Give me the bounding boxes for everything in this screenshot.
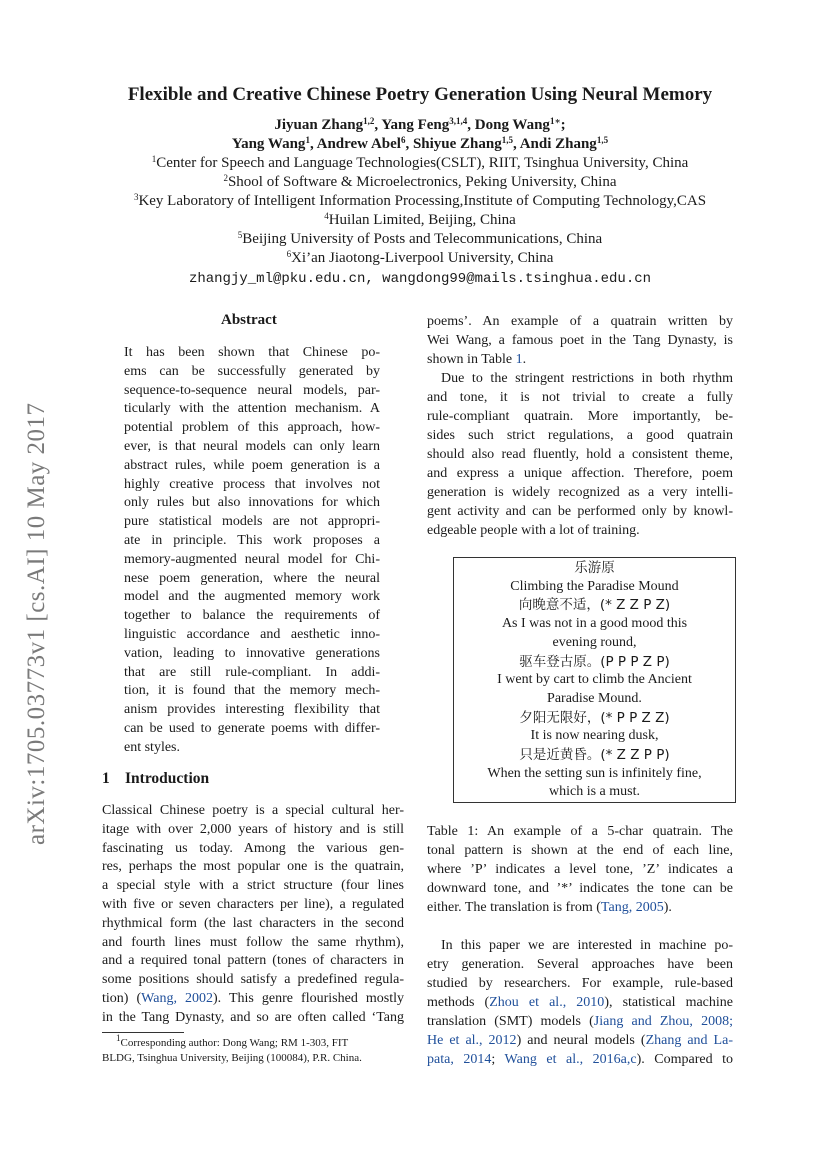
body-line: sides such strict regulations, a good quatrain — [427, 428, 733, 443]
text-span: ). This genre flourished mostly — [213, 991, 404, 1006]
footnote-line — [116, 1033, 349, 1051]
author-sup: 3,1,4 — [449, 116, 468, 126]
poem-translation-line: evening round, — [552, 634, 637, 650]
affiliation — [60, 230, 780, 249]
abstract-line: ate in principle. This work proposes a — [124, 533, 380, 548]
abstract-line: linguistic accordance and aesthetic inno- — [124, 627, 380, 642]
abstract-line: model and the augmented memory work — [124, 589, 380, 605]
text-span: translation (SMT) models ( — [427, 1014, 594, 1029]
affiliation-text: Center for Speech and Language Technologies(CSLT), RIIT, Tsinghua University, China — [156, 155, 689, 171]
intro-line: a special style with a strict structure (four lines — [102, 878, 404, 894]
body-line: edgeable people with a lot of training. — [427, 523, 640, 538]
body-line: gent activity and can be performed only by knowl- — [427, 504, 733, 519]
affiliation-sup: 6 — [286, 249, 292, 259]
citation-link[interactable]: Tang, 2005 — [600, 900, 664, 915]
table-1-box — [453, 557, 736, 803]
affiliation-sup: 5 — [237, 230, 243, 240]
affiliation-sup: 1 — [151, 154, 157, 164]
author-name: Dong Wang — [474, 117, 550, 133]
citation-link[interactable]: Jiang and Zhou, 2008; — [593, 1014, 733, 1029]
abstract-line: potential problem of this approach, how- — [124, 420, 380, 436]
affiliation — [60, 173, 780, 192]
caption-line: tonal pattern is shown at the end of each line, — [427, 843, 733, 858]
author-sup: 1 — [305, 135, 310, 145]
abstract-line: It has been shown that Chinese po- — [124, 345, 380, 360]
affiliation-text: Xi’an Jiaotong-Liverpool University, China — [291, 250, 554, 266]
citation-link[interactable]: He et al., 2012 — [427, 1033, 517, 1048]
author-sup: 1∗ — [549, 116, 561, 126]
poem-chinese-line: 驱车登古原。(P P P Z P) — [519, 653, 670, 670]
intro-line: res, perhaps the most popular one is the quatrain, — [102, 859, 404, 875]
citation-link[interactable]: Wang, 2002 — [141, 991, 214, 1006]
intro-line: rhythmical form (the last characters in the second — [102, 915, 404, 931]
text-span: . — [522, 352, 527, 367]
abstract-line: ever, is that neural models can only learn — [124, 439, 380, 454]
affiliation-text: Shool of Software & Microelectronics, Peking University, China — [227, 174, 617, 190]
author-name: Andi Zhang — [519, 136, 597, 152]
body-line: and tone, it is not trivial to create a fully — [427, 390, 733, 405]
text-span: ). Compared to — [636, 1052, 733, 1067]
poem-chinese-line: 乐游原 — [574, 560, 615, 576]
abstract-line: tion, it is found that the memory mech- — [124, 683, 380, 699]
abstract-line: abstract rules, while poem generation is a — [124, 457, 380, 473]
affiliation — [60, 211, 780, 230]
intro-line: itage with over 2,000 years of history and is still — [102, 821, 404, 837]
footnote-mark: 1 — [116, 1033, 121, 1043]
body-line: rule-compliant quatrain. More importantly, be- — [427, 409, 733, 424]
abstract-line: ent styles. — [124, 739, 180, 755]
author-line-1: Jiyuan Zhang$^{1,2}$, Yang Feng$^{3,1,4}$, Dong Wang$^{1∗}$; — [274, 116, 566, 133]
body-line: Wei Wang, a famous poet in the Tang Dynasty, is — [427, 333, 733, 348]
poem-chinese-line: 向晚意不适，(* Z Z P Z) — [518, 597, 671, 614]
citation-link[interactable]: Zhou et al., 2010 — [489, 995, 605, 1010]
abstract-line: that are still rule-compliant. In addi- — [124, 664, 380, 680]
citation-link[interactable]: Wang et al., 2016a,c — [504, 1052, 637, 1067]
abstract-line: pure statistical models are not appropri- — [124, 514, 380, 530]
abstract-line: only rules but also innovations for which — [124, 495, 380, 511]
text-span: shown in Table — [427, 352, 516, 367]
affiliation-sup: 4 — [324, 211, 329, 221]
intro-line — [102, 990, 404, 1009]
affiliation-text: Beijing University of Posts and Telecommunications, China — [242, 231, 603, 247]
poem-translation-line: Climbing the Paradise Mound — [510, 578, 679, 594]
body-line: etry generation. Several approaches have been — [427, 957, 733, 972]
body-line — [427, 351, 526, 370]
intro-line: fascinating us today. Among the various gen- — [102, 840, 404, 856]
text-span: tion) ( — [102, 991, 142, 1006]
section-heading: Introduction — [125, 770, 210, 787]
caption-line: Table 1: An example of a 5-char quatrain. The — [427, 824, 733, 839]
footnote-rule — [102, 1032, 184, 1033]
abstract-heading: Abstract — [221, 312, 277, 328]
body-line: studied by researchers. For example, rule-based — [427, 976, 733, 991]
text-span: ). — [663, 900, 672, 915]
poem-translation-line: As I was not in a good mood this — [501, 616, 688, 632]
affiliation — [60, 249, 780, 268]
abstract-line: ticularly with the attention mechanism. A — [124, 401, 380, 417]
author-name: Shiyue Zhang — [412, 136, 502, 152]
citation-link[interactable]: Zhang and La- — [645, 1033, 733, 1048]
poem-translation-line: which is a must. — [549, 784, 640, 800]
paper-title: Flexible and Creative Chinese Poetry Generation Using Neural Memory — [127, 84, 713, 105]
author-name: Andrew Abel — [316, 136, 401, 152]
body-line: generation is widely recognized as a very intelli- — [427, 485, 733, 500]
body-line — [427, 1032, 733, 1051]
abstract-line: anism provides interesting flexibility that — [124, 702, 380, 718]
caption-line — [427, 899, 672, 918]
author-sup: 1,2 — [363, 116, 375, 126]
affiliation-sup: 3 — [133, 192, 139, 202]
affiliation-sup: 2 — [223, 173, 228, 183]
abstract-line: sequence-to-sequence neural models, par- — [124, 382, 380, 398]
poem-translation-line: Paradise Mound. — [547, 690, 642, 706]
affiliation — [60, 154, 780, 173]
body-line — [427, 1013, 733, 1032]
affiliation-text: Key Laboratory of Intelligent Information Processing,Institute of Computing Technology,CAS — [138, 193, 707, 209]
body-line — [427, 994, 733, 1013]
footnote-line: BLDG, Tsinghua University, Beijing (100084), P.R. China. — [102, 1052, 362, 1064]
author-sup: 1,5 — [501, 135, 513, 145]
affiliation-text: Huilan Limited, Beijing, China — [328, 212, 516, 228]
author-name: Yang Feng — [381, 117, 450, 133]
table-ref-link[interactable]: 1 — [515, 352, 523, 367]
arxiv-identifier: arXiv:1705.03773v1 [cs.AI] 10 May 2017 — [23, 402, 50, 845]
body-line: poems’. An example of a quatrain written by — [427, 314, 733, 329]
intro-line: and fourth lines must follow the same rhythm), — [102, 934, 404, 950]
abstract-line: highly creative process that involves not — [124, 476, 380, 492]
abstract-line: together to balance the requirements of — [124, 608, 380, 624]
intro-line: Classical Chinese poetry is a special cultural her- — [102, 803, 404, 818]
text-span: ), statistical machine — [604, 995, 733, 1010]
citation-link[interactable]: pata, 2014 — [427, 1052, 492, 1067]
body-line: should also read fluently, hold a consistent theme, — [427, 447, 733, 462]
author-emails: zhangjy_ml@pku.edu.cn, wangdong99@mails.tsinghua.edu.cn — [188, 271, 652, 287]
abstract-line: ems can be successfully generated by — [124, 363, 380, 379]
abstract-line: memory-augmented neural model for Chi- — [124, 551, 380, 567]
intro-line: some positions should satisfy a predefined regula- — [102, 972, 404, 988]
body-line: In this paper we are interested in machine po- — [441, 938, 733, 953]
intro-line: and a required tonal pattern (tones of characters in — [102, 953, 404, 969]
body-line: Due to the stringent restrictions in both rhythm — [441, 371, 733, 386]
text-span: either. The translation is from ( — [427, 900, 601, 915]
body-line: and express a unique affection. Therefore, poem — [427, 466, 733, 481]
body-line — [427, 1051, 733, 1070]
author-sup: 6 — [400, 135, 406, 145]
author-line-2: Yang Wang$^1$, Andrew Abel$^6$, Shiyue Zhang$^{1,5}$, Andi Zhang$^{1,5}$ — [231, 135, 609, 152]
author-name: Jiyuan Zhang — [274, 117, 364, 133]
text-span: methods ( — [427, 995, 490, 1010]
poem-translation-line: When the setting sun is infinitely fine, — [487, 765, 702, 781]
intro-line: with five or seven characters per line), a regulated — [102, 897, 404, 912]
author-name: Yang Wang — [231, 136, 306, 152]
footnote-text: Corresponding author: Dong Wang; RM 1-303, FIT — [120, 1037, 349, 1049]
intro-line: in the Tang Dynasty, and so are often called ‘Tang — [102, 1010, 404, 1025]
text-span: ) and neural models ( — [516, 1033, 646, 1048]
abstract-line: can be used to generate poems with differ- — [124, 721, 380, 736]
affiliation — [60, 192, 780, 211]
caption-line: where ’P’ indicates a level tone, ’Z’ indicates a — [427, 862, 733, 877]
caption-line: downward tone, and ’*’ indicates the tone can be — [427, 881, 733, 896]
poem-translation-line: It is now nearing dusk, — [530, 728, 659, 744]
poem-translation-line: I went by cart to climb the Ancient — [497, 672, 692, 688]
abstract-line: vation, leading to innovative generations — [124, 645, 380, 661]
poem-chinese-line: 只是近黄昏。(* Z Z P P) — [519, 747, 670, 763]
text-span: ; — [491, 1052, 505, 1067]
abstract-line: nese poem generation, where the neural — [124, 570, 380, 586]
section-number: 1 — [102, 770, 110, 787]
poem-chinese-line: 夕阳无限好，(* P P Z Z) — [519, 709, 670, 726]
author-sup: 1,5 — [596, 135, 609, 145]
